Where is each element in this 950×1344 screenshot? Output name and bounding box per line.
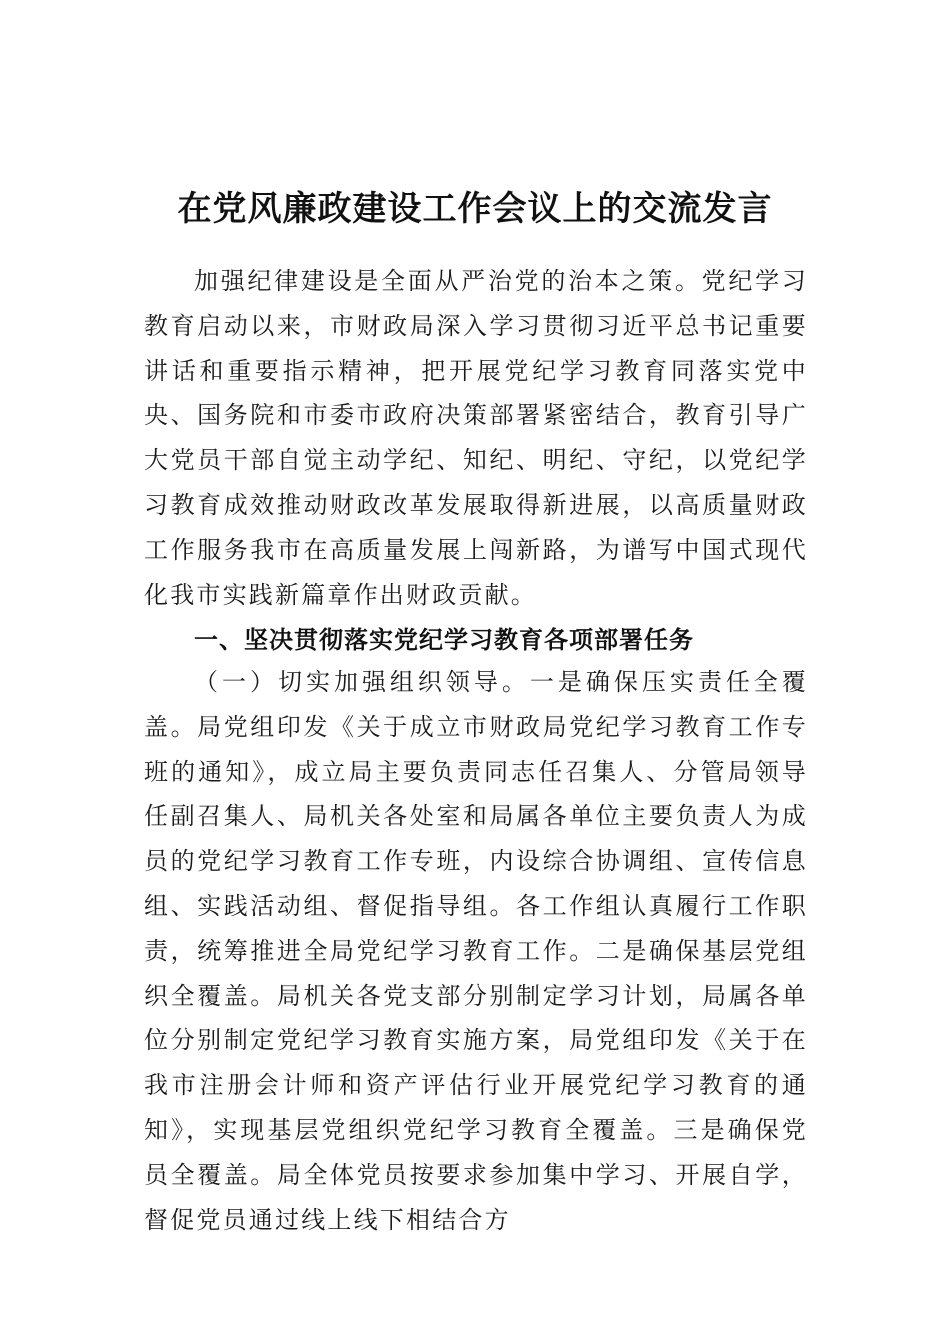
intro-paragraph: 加强纪律建设是全面从严治党的治本之策。党纪学习教育启动以来，市财政局深入学习贯彻习近平总书记重要讲话和重要指示精神，把开展党纪学习教育同落实党中央、国务院和市委市政府决策部署紧密结合，教育引导广大党员干部自觉主动学纪、知纪、明纪、守纪，以党纪学习教育成效推动财政改革发展取得新进展，以高质量财政工作服务我市在高质量发展上闯新路，为谱写中国式现代化我市实践新篇章作出财政贡献。 (144, 267, 808, 609)
document-title: 在党风廉政建设工作会议上的交流发言 (177, 188, 773, 229)
body-paragraph: （一）切实加强组织领导。一是确保压实责任全覆盖。局党组印发《关于成立市财政局党纪学习教育工作专班的通知》，成立局主要负责同志任召集人、分管局领导任副召集人、局机关各处室和局属各单位主要负责人为成员的党纪学习教育工作专班，内设综合协调组、宣传信息组、实践活动组、督促指导组。各工作组认真履行工作职责，统筹推进全局党纪学习教育工作。二是确保基层党组织全覆盖。局机关各党支部分别制定学习计划，局属各单位分别制定党纪学习教育实施方案，局党组印发《关于在我市注册会计师和资产评估行业开展党纪学习教育的通知》，实现基层党组织党纪学习教育全覆盖。三是确保党员全覆盖。局全体党员按要求参加集中学习、开展自学，督促党员通过线上线下相结合方 (144, 668, 808, 1234)
section-heading: 一、坚决贯彻落实党纪学习教育各项部署任务 (194, 626, 694, 654)
